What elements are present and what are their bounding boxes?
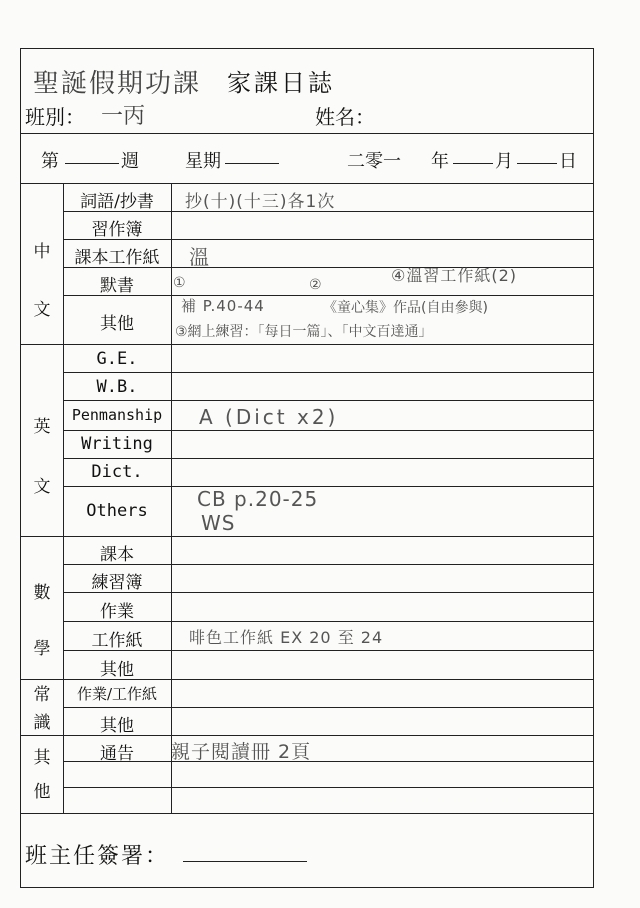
section-sep-english <box>21 536 593 537</box>
day-blank[interactable] <box>517 147 557 164</box>
row-line <box>63 787 593 788</box>
category-char: 他 <box>33 782 51 802</box>
entry-note-4: ④溫習工作紙(2) <box>391 266 518 285</box>
row-label-wb: W.B. <box>96 377 138 397</box>
entry-chinese-other-2: 《童心集》作品(自由參與) <box>323 300 488 316</box>
grid-col-2 <box>171 183 172 813</box>
entry-note-2: ② <box>309 277 323 293</box>
row-label-chinese-other: 其他 <box>100 314 134 334</box>
month-blank[interactable] <box>453 147 493 164</box>
category-char: 其 <box>33 748 51 768</box>
row-label-textbook-worksheet: 課本工作紙 <box>74 248 160 268</box>
row-line <box>63 458 593 459</box>
row-label-general-other: 其他 <box>100 716 134 736</box>
category-char: 識 <box>33 713 51 733</box>
row-label-writing: Writing <box>81 434 153 454</box>
week-prefix: 第 <box>41 151 59 172</box>
category-char: 英 <box>33 417 51 437</box>
category-chinese <box>21 223 63 339</box>
row-label-vocab-copy: 詞語/抄書 <box>80 192 154 212</box>
row-line <box>63 707 593 708</box>
entry-math-worksheet: 啡色工作紙 EX 20 至 24 <box>189 628 384 647</box>
entry-vocab-copy: 抄(十)(十三)各1次 <box>185 192 336 212</box>
form-header <box>21 49 593 134</box>
row-label-dict: Dict. <box>91 462 143 482</box>
category-english <box>21 397 63 517</box>
category-char: 文 <box>33 477 51 497</box>
class-label: 班別： <box>25 105 85 129</box>
signature-label: 班主任簽署： <box>25 844 170 869</box>
row-label-general-homework: 作業/工作紙 <box>76 685 158 703</box>
printed-title: 家課日誌 <box>227 69 335 97</box>
day-unit: 日 <box>559 151 577 172</box>
class-value: 一丙 <box>101 104 146 129</box>
row-label-math-worksheet: 工作紙 <box>91 631 143 651</box>
entry-chinese-other-1: 補 P.40-44 <box>181 297 265 315</box>
row-line <box>63 430 593 431</box>
category-char: 數 <box>33 583 51 603</box>
week-suffix: 週 <box>121 151 139 172</box>
row-line <box>63 400 593 401</box>
name-label: 姓名： <box>315 105 375 129</box>
row-label-math-textbook: 課本 <box>100 545 134 565</box>
category-char: 文 <box>33 300 51 320</box>
row-label-dictation: 默書 <box>100 276 134 296</box>
category-other <box>21 741 63 809</box>
entry-others-1: CB p.20-25 <box>197 487 319 511</box>
section-sep-other <box>21 813 593 814</box>
entry-penmanship: A (Dict x2) <box>199 405 339 429</box>
month-unit: 月 <box>495 151 513 172</box>
row-line <box>63 486 593 487</box>
category-math <box>21 565 63 677</box>
category-char: 學 <box>33 639 51 659</box>
homework-diary-form <box>20 48 594 888</box>
row-label-math-homework: 作業 <box>100 602 134 622</box>
date-row <box>21 133 593 184</box>
row-line <box>63 372 593 373</box>
handwritten-title: 聖誕假期功課 <box>33 69 202 99</box>
row-label-math-other: 其他 <box>100 660 134 680</box>
entry-others-2: WS <box>201 511 236 535</box>
row-label-math-exercise: 練習簿 <box>91 573 143 593</box>
category-general <box>21 681 63 737</box>
weekday-blank[interactable] <box>225 147 279 164</box>
row-label-notice: 通告 <box>100 744 134 764</box>
year-unit: 年 <box>431 151 449 172</box>
entry-chinese-other-3: ③網上練習：「每日一篇」、「中文百達通」 <box>175 324 433 340</box>
row-label-ge: G.E. <box>96 349 138 369</box>
entry-textbook-worksheet: 溫 <box>189 245 210 269</box>
row-label-others: Others <box>86 501 148 521</box>
category-char: 中 <box>33 242 51 262</box>
entry-notice: 親子閱讀冊 2頁 <box>171 741 312 763</box>
weekday-label: 星期 <box>185 151 221 172</box>
category-char: 常 <box>33 685 51 705</box>
row-label-penmanship: Penmanship <box>71 406 163 424</box>
section-sep-chinese <box>21 344 593 345</box>
row-label-exercise-book: 習作簿 <box>91 220 143 240</box>
year-label: 二零一 <box>347 151 401 172</box>
signature-line[interactable] <box>183 849 307 862</box>
week-blank[interactable] <box>65 147 119 164</box>
entry-note-1: ① <box>173 275 187 291</box>
